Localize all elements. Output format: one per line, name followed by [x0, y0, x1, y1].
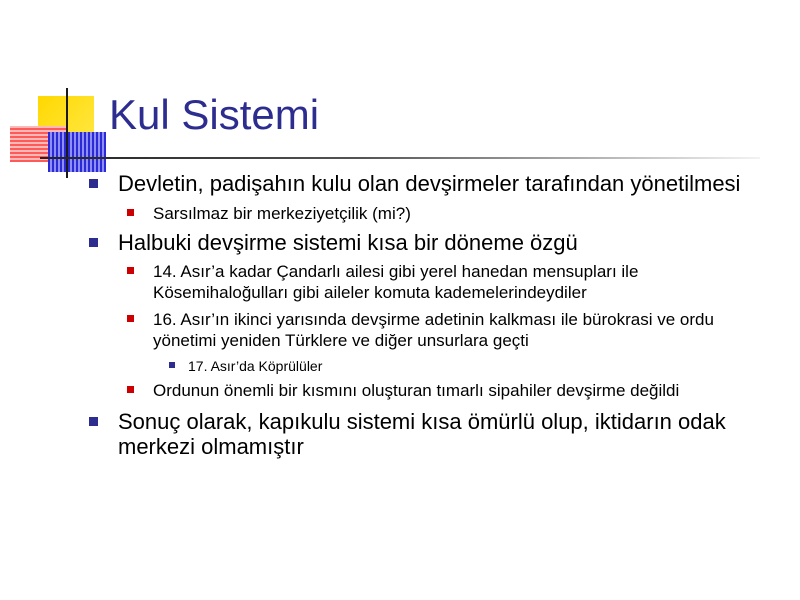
bullet-text: Sonuç olarak, kapıkulu sistemi kısa ömürlü olup, iktidarın odak merkezi olmamıştır: [118, 409, 726, 459]
bullet-item-level-2: [153, 261, 753, 303]
square-bullet-icon: [89, 179, 98, 188]
bullet-item-level-2: [153, 203, 753, 224]
logo-blue-square: [48, 132, 106, 172]
bullet-item-level-1: [118, 409, 758, 459]
bullet-text: Ordunun önemli bir kısmını oluşturan tımarlı sipahiler devşirme değildi: [153, 381, 680, 400]
bullet-text: 14. Asır’a kadar Çandarlı ailesi gibi yerel hanedan mensupları ile Kösemihaloğulları gibi aileler komuta kademelerindeydiler: [153, 262, 639, 302]
square-bullet-icon: [127, 315, 134, 322]
square-bullet-icon: [127, 209, 134, 216]
bullet-text: 16. Asır’ın ikinci yarısında devşirme adetinin kalkması ile bürokrasi ve ordu yönetimi yeniden Türklere ve diğer unsurlara geçti: [153, 310, 714, 350]
bullet-item-level-1: [118, 171, 768, 196]
square-bullet-icon: [127, 386, 134, 393]
bullet-text: Halbuki devşirme sistemi kısa bir döneme özgü: [118, 230, 578, 255]
square-bullet-icon: [89, 238, 98, 247]
bullet-item-level-3: [188, 357, 748, 375]
square-bullet-icon: [89, 417, 98, 426]
bullet-item-level-1: [118, 230, 768, 255]
bullet-item-level-2: [153, 380, 768, 401]
bullet-text: Sarsılmaz bir merkeziyetçilik (mi?): [153, 204, 411, 223]
logo-vertical-line: [66, 88, 68, 178]
square-bullet-icon: [127, 267, 134, 274]
square-bullet-icon: [169, 362, 175, 368]
title-underline: [40, 157, 760, 159]
bullet-item-level-2: [153, 309, 768, 351]
bullet-text: 17. Asır’da Köprülüler: [188, 358, 323, 374]
slide-title: Kul Sistemi: [109, 91, 320, 138]
bullet-text: Devletin, padişahın kulu olan devşirmeler tarafından yönetilmesi: [118, 171, 741, 196]
